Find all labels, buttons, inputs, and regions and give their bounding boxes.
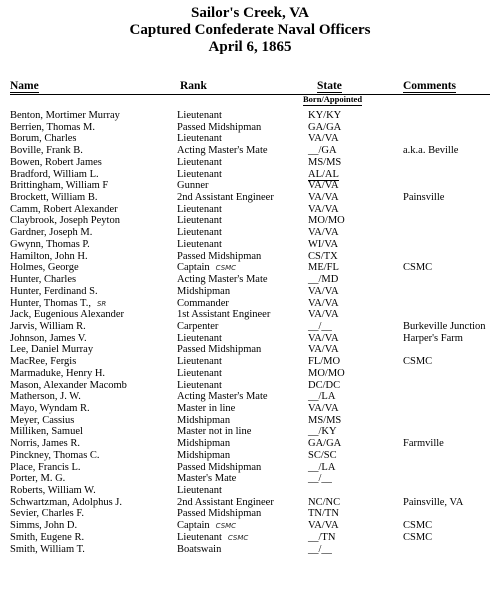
- officer-comments: Burkeville Junction: [403, 320, 486, 332]
- column-subheader-state: Born/Appointed: [303, 94, 363, 104]
- table-row: [0, 368, 500, 380]
- officer-name: Lee, Daniel Murray: [10, 344, 94, 356]
- officer-name: Berrien, Thomas M.: [10, 121, 95, 133]
- table-row: [0, 532, 500, 544]
- table-row: [0, 391, 500, 403]
- officer-name: Bowen, Robert James: [10, 156, 102, 168]
- officer-name: MacRee, Fergis: [10, 356, 77, 368]
- officer-rank: Midshipman: [177, 449, 231, 461]
- officer-state: VA/VA: [308, 309, 339, 321]
- table-row: [0, 462, 500, 474]
- officer-comments: Farmville: [403, 438, 444, 450]
- officer-rank: Boatswain: [177, 543, 222, 555]
- officer-rank: Gunner: [177, 180, 209, 192]
- officer-name: Pinckney, Thomas C.: [10, 449, 100, 461]
- officer-state: __/GA: [308, 145, 337, 157]
- table-row: [0, 403, 500, 415]
- officer-rank: Lieutenant: [177, 367, 222, 379]
- title-line-2: Captured Confederate Naval Officers: [129, 22, 371, 38]
- officer-rank: Acting Master's Mate: [177, 391, 268, 403]
- table-row: [0, 251, 500, 263]
- officer-name: Holmes, George: [10, 262, 79, 274]
- officer-rank: Captain CSMC: [177, 262, 237, 274]
- officer-state: DC/DC: [308, 379, 341, 391]
- officer-state: VA/VA: [308, 192, 339, 204]
- table-row: [0, 274, 500, 286]
- officer-state: FL/MO: [308, 356, 341, 368]
- officer-comments: Painsville, VA: [403, 496, 464, 508]
- officer-rank: Acting Master's Mate: [177, 145, 268, 157]
- officer-state: VA/VA: [308, 297, 339, 309]
- officer-rank: Midshipman: [177, 285, 231, 297]
- table-row: [0, 344, 500, 356]
- column-header-state: State: [317, 80, 342, 92]
- handwritten-note: CSMC: [215, 264, 237, 273]
- officer-rank: Lieutenant: [177, 110, 222, 121]
- officer-state: __/KY: [308, 426, 337, 438]
- table-row: [0, 227, 500, 239]
- officer-rank: 2nd Assistant Engineer: [177, 496, 274, 508]
- table-row: [0, 380, 500, 392]
- officer-comments: CSMC: [403, 531, 433, 543]
- officer-name: Hunter, Charles: [10, 274, 77, 286]
- officer-name: Smith, Eugene R.: [10, 531, 85, 543]
- officer-name: Brockett, William B.: [10, 192, 98, 204]
- officer-rank: Midshipman: [177, 438, 231, 450]
- officer-rank: Master's Mate: [177, 473, 237, 485]
- table-row: [0, 473, 500, 485]
- table-row: [0, 298, 500, 310]
- officer-name: Camm, Robert Alexander: [10, 203, 118, 215]
- officer-state: CS/TX: [308, 250, 338, 262]
- table-row: [0, 426, 500, 438]
- officer-rank: 1st Assistant Engineer: [177, 309, 271, 321]
- officer-name: Bradford, William L.: [10, 168, 99, 180]
- officer-state: MS/MS: [308, 156, 342, 168]
- table-row: [0, 438, 500, 450]
- officer-name: Mayo, Wyndam R.: [10, 402, 90, 414]
- table-row: [0, 192, 500, 204]
- officer-name: Schwartzman, Adolphus J.: [10, 496, 122, 508]
- officer-rank: Lieutenant: [177, 215, 222, 227]
- officer-comments: Painsville: [403, 192, 445, 204]
- officer-state: __/__: [308, 543, 332, 555]
- handwritten-note: CSMC: [227, 533, 249, 542]
- officer-name: Jarvis, William R.: [10, 320, 86, 332]
- officer-comments: Harper's Farm: [403, 332, 463, 344]
- officer-name: Hunter, Thomas T., SR: [10, 297, 107, 309]
- officer-state: VA/VA: [308, 285, 339, 297]
- title-line-1: Sailor's Creek, VA: [191, 5, 309, 21]
- officer-state: VA/VA: [308, 520, 339, 532]
- officer-comments: a.k.a. Beville: [403, 145, 459, 157]
- table-row: [0, 122, 500, 134]
- officer-rank: Lieutenant: [177, 133, 222, 145]
- officer-name: Hamilton, John H.: [10, 250, 88, 262]
- officer-rank: Lieutenant: [177, 485, 222, 496]
- officer-name: Norris, James R.: [10, 438, 80, 450]
- officer-state: VA/VA: [308, 332, 339, 344]
- officer-comments: CSMC: [403, 520, 433, 532]
- officer-name: Meyer, Cassius: [10, 414, 75, 426]
- column-header-name: Name: [10, 80, 39, 92]
- officer-rank: Acting Master's Mate: [177, 274, 268, 286]
- officer-name: Smith, William T.: [10, 543, 85, 555]
- officer-rank: Lieutenant: [177, 203, 222, 215]
- officer-name: Mason, Alexander Macomb: [10, 379, 127, 391]
- table-row: [0, 520, 500, 532]
- officer-state: VA/VA: [308, 344, 339, 356]
- officer-state: __/LA: [308, 391, 336, 403]
- officer-state: WI/VA: [308, 238, 339, 250]
- officer-rank: Passed Midshipman: [177, 250, 262, 262]
- officer-state: VA/VA: [308, 203, 339, 215]
- officer-rank: Master in line: [177, 402, 236, 414]
- column-header-rank: Rank: [180, 80, 207, 92]
- table-row: [0, 497, 500, 509]
- officer-name: Benton, Mortimer Murray: [10, 110, 120, 121]
- table-row: [0, 133, 500, 145]
- officer-state: __/MD: [308, 274, 339, 286]
- officer-comments: CSMC: [403, 262, 433, 274]
- officer-state: MO/MO: [308, 367, 345, 379]
- officer-state: NC/NC: [308, 496, 341, 508]
- table-row: [0, 204, 500, 216]
- officer-state: SC/SC: [308, 449, 337, 461]
- table-row: [0, 508, 500, 520]
- officer-state: GA/GA: [308, 121, 342, 133]
- title-line-3: April 6, 1865: [208, 39, 292, 55]
- header-rule: [10, 94, 490, 95]
- officer-state: VA/VA: [308, 227, 339, 239]
- officer-name: Roberts, William W.: [10, 485, 96, 496]
- officer-state: __/LA: [308, 461, 336, 473]
- officer-state: __/__: [308, 320, 332, 332]
- officer-rank: Passed Midshipman: [177, 508, 262, 520]
- officer-state: __/TN: [308, 531, 336, 543]
- table-row: [0, 262, 500, 274]
- officer-state: MS/MS: [308, 414, 342, 426]
- officer-name: Simms, John D.: [10, 520, 78, 532]
- officer-table: [0, 110, 500, 555]
- table-row: [0, 239, 500, 251]
- officer-name: Sevier, Charles F.: [10, 508, 84, 520]
- column-header-comments: Comments: [403, 80, 457, 92]
- officer-state: __/__: [308, 473, 332, 485]
- officer-state: MO/MO: [308, 215, 345, 227]
- handwritten-note: CSMC: [215, 522, 237, 531]
- officer-name: Gwynn, Thomas P.: [10, 238, 90, 250]
- officer-rank: Commander: [177, 297, 229, 309]
- officer-rank: Passed Midshipman: [177, 121, 262, 133]
- table-row: [0, 544, 500, 556]
- officer-state: GA/GA: [308, 438, 342, 450]
- officer-rank: Lieutenant: [177, 332, 222, 344]
- officer-rank: Lieutenant: [177, 156, 222, 168]
- officer-name: Boville, Frank B.: [10, 145, 83, 157]
- officer-name: Marmaduke, Henry H.: [10, 367, 106, 379]
- officer-state: VA/VA: [308, 180, 339, 192]
- officer-rank: Carpenter: [177, 320, 219, 332]
- table-row: [0, 450, 500, 462]
- officer-name: Johnson, James V.: [10, 332, 87, 344]
- officer-name: Place, Francis L.: [10, 461, 81, 473]
- officer-rank: Lieutenant: [177, 379, 222, 391]
- table-row: [0, 169, 500, 181]
- officer-rank: Passed Midshipman: [177, 344, 262, 356]
- officer-rank: Passed Midshipman: [177, 461, 262, 473]
- officer-rank: Lieutenant: [177, 238, 222, 250]
- officer-name: Porter, M. G.: [10, 473, 66, 485]
- officer-name: Brittingham, William F: [10, 180, 109, 192]
- table-row: [0, 415, 500, 427]
- officer-rank: Midshipman: [177, 414, 231, 426]
- table-row: [0, 180, 500, 192]
- table-row: [0, 110, 500, 122]
- officer-state: VA/VA: [308, 133, 339, 145]
- officer-name: Jack, Eugenious Alexander: [10, 309, 125, 321]
- officer-name: Claybrook, Joseph Peyton: [10, 215, 120, 227]
- officer-rank: Master not in line: [177, 426, 252, 438]
- table-row: [0, 309, 500, 321]
- officer-name: Matherson, J. W.: [10, 391, 81, 403]
- handwritten-note: SR: [96, 299, 107, 308]
- officer-name: Borum, Charles: [10, 133, 77, 145]
- officer-comments: CSMC: [403, 356, 433, 368]
- table-row: [0, 286, 500, 298]
- table-row: [0, 485, 500, 497]
- officer-state: ME/FL: [308, 262, 339, 274]
- table-row: [0, 157, 500, 169]
- officer-rank: 2nd Assistant Engineer: [177, 192, 274, 204]
- table-row: [0, 321, 500, 333]
- officer-state: KY/KY: [308, 110, 342, 121]
- officer-state: TN/TN: [308, 508, 339, 520]
- table-row: [0, 145, 500, 157]
- officer-name: Gardner, Joseph M.: [10, 227, 93, 239]
- officer-rank: Lieutenant CSMC: [177, 531, 249, 543]
- table-row: [0, 215, 500, 227]
- officer-name: Hunter, Ferdinand S.: [10, 285, 98, 297]
- document-title: [0, 5, 500, 56]
- table-row: [0, 333, 500, 345]
- officer-rank: Captain CSMC: [177, 520, 237, 532]
- officer-rank: Lieutenant: [177, 227, 222, 239]
- officer-state: AL/AL: [308, 168, 339, 180]
- officer-rank: Lieutenant: [177, 168, 222, 180]
- table-row: [0, 356, 500, 368]
- officer-name: Milliken, Samuel: [10, 426, 83, 438]
- officer-state: VA/VA: [308, 402, 339, 414]
- officer-rank: Lieutenant: [177, 356, 222, 368]
